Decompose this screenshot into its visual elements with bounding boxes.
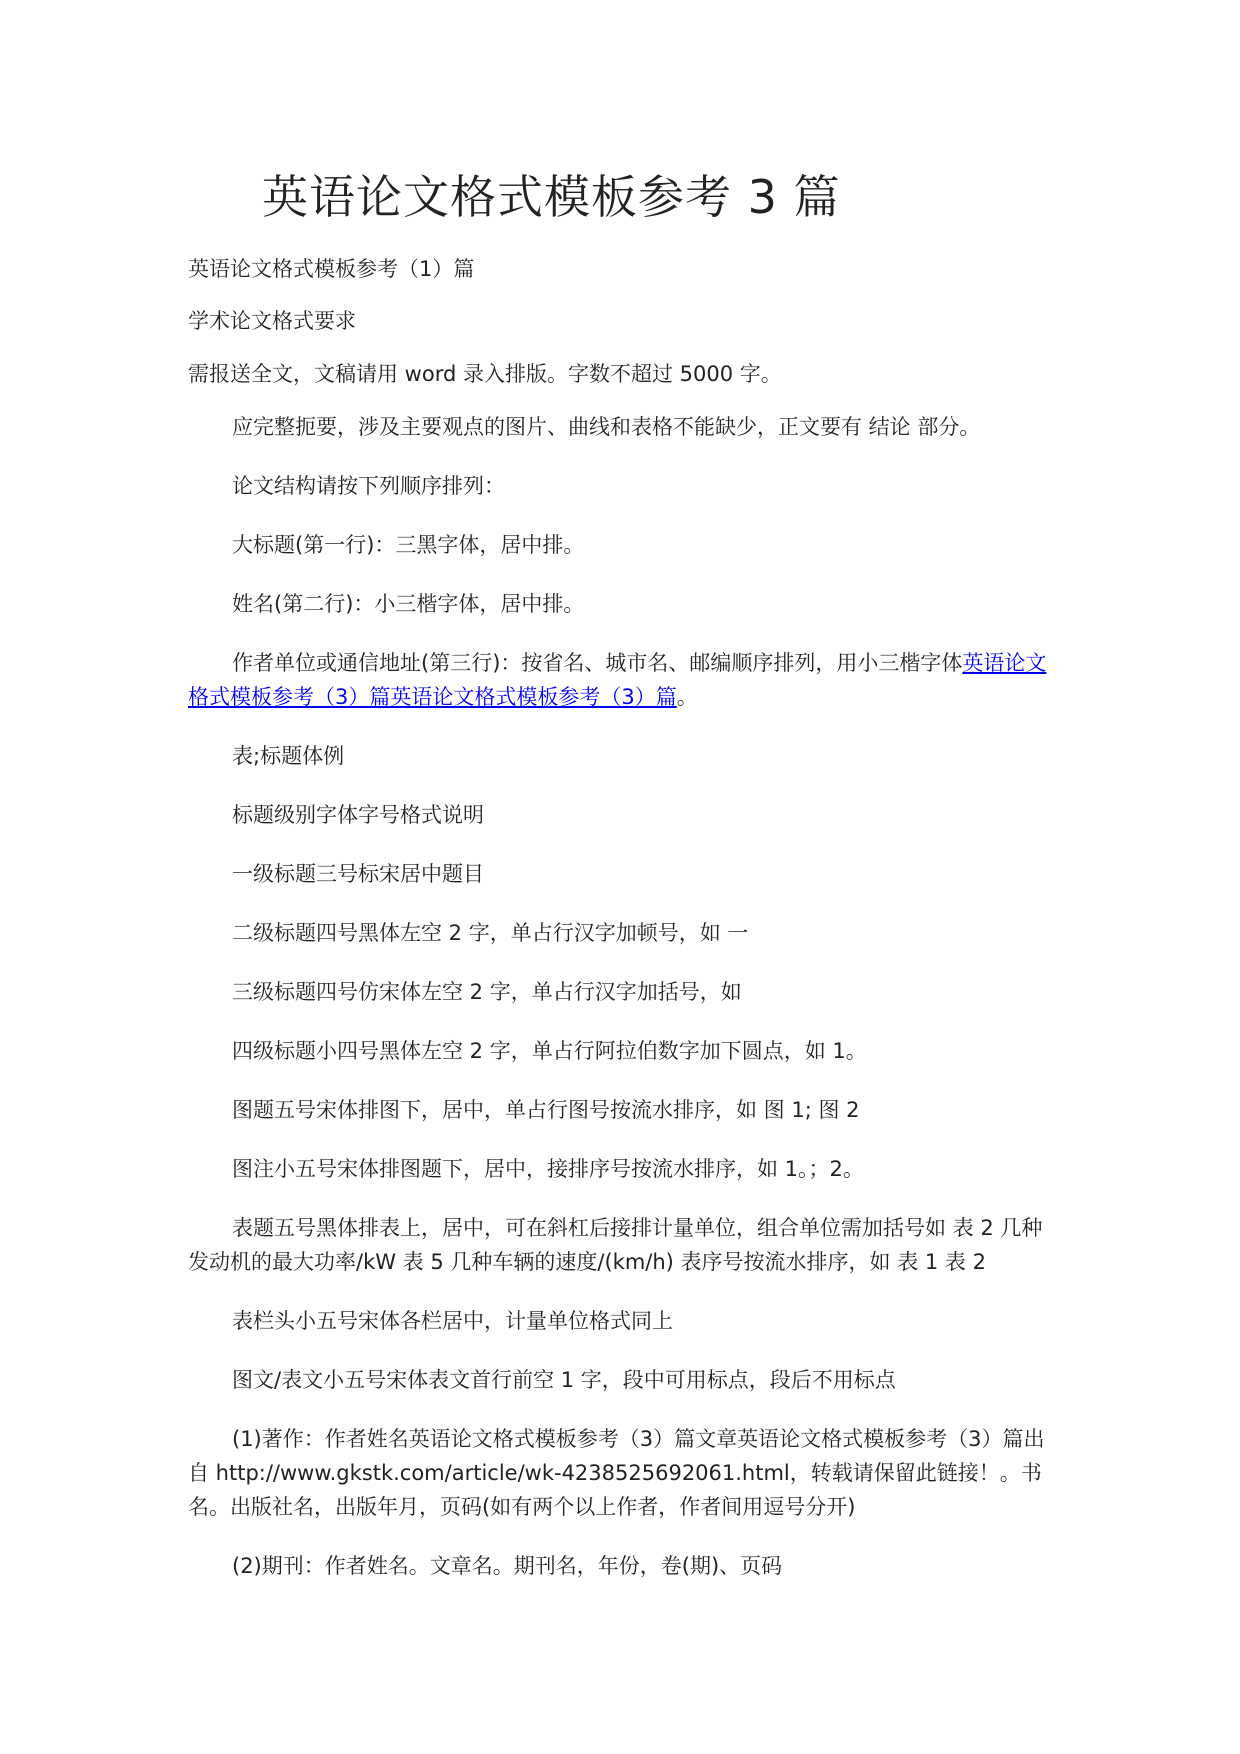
paragraph: 学术论文格式要求 bbox=[188, 309, 356, 333]
paragraph: 大标题(第一行)：三黑字体，居中排。 bbox=[232, 533, 585, 557]
paragraph: 应完整扼要，涉及主要观点的图片、曲线和表格不能缺少，正文要有 结论 部分。 bbox=[232, 415, 981, 439]
document-title: 英语论文格式模板参考 3 篇 bbox=[262, 170, 841, 224]
paragraph: 三级标题四号仿宋体左空 2 字，单占行汉字加括号，如 bbox=[232, 980, 742, 1004]
paragraph: (2)期刊：作者姓名。文章名。期刊名，年份，卷(期)、页码 bbox=[232, 1554, 783, 1578]
paragraph: 姓名(第二行)：小三楷字体，居中排。 bbox=[232, 592, 585, 616]
paragraph: 图注小五号宋体排图题下，居中，接排序号按流水排序，如 1。；2。 bbox=[232, 1157, 864, 1181]
paragraph: 四级标题小四号黑体左空 2 字，单占行阿拉伯数字加下圆点，如 1。 bbox=[232, 1039, 867, 1063]
paragraph: 表栏头小五号宋体各栏居中，计量单位格式同上 bbox=[232, 1309, 673, 1333]
paragraph: 需报送全文，文稿请用 word 录入排版。字数不超过 5000 字。 bbox=[188, 362, 782, 386]
paragraph: 论文结构请按下列顺序排列： bbox=[232, 474, 505, 498]
paragraph-text-end: 。 bbox=[676, 685, 698, 709]
paragraph-text: 作者单位或通信地址(第三行)：按省名、城市名、邮编顺序排列，用小三楷字体 bbox=[232, 651, 963, 675]
paragraph-with-link bbox=[188, 646, 1050, 714]
paragraph: (1)著作：作者姓名英语论文格式模板参考（3）篇文章英语论文格式模板参考（3）篇出自 http://www.gkstk.com/article/wk-4238525692061.html，转载请保留此链接！。书名。出版社名，出版年月，页码(如有两个以上作者，作者间用逗号分开) bbox=[188, 1427, 1045, 1519]
article-link[interactable]: 英语论文格式模板参考（3）篇英语论文格式模板参考（3）篇 bbox=[188, 651, 1047, 709]
paragraph: 二级标题四号黑体左空 2 字，单占行汉字加顿号，如 一 bbox=[232, 921, 749, 945]
paragraph: 一级标题三号标宋居中题目 bbox=[232, 862, 484, 886]
paragraph: 图文/表文小五号宋体表文首行前空 1 字，段中可用标点，段后不用标点 bbox=[232, 1368, 896, 1392]
paragraph: 图题五号宋体排图下，居中，单占行图号按流水排序，如 图 1; 图 2 bbox=[232, 1098, 860, 1122]
paragraph: 表;标题体例 bbox=[232, 744, 345, 768]
paragraph: 标题级别字体字号格式说明 bbox=[232, 803, 484, 827]
section-heading: 英语论文格式模板参考（1）篇 bbox=[188, 257, 475, 281]
paragraph: 表题五号黑体排表上，居中，可在斜杠后接排计量单位，组合单位需加括号如 表 2 几种发动机的最大功率/kW 表 5 几种车辆的速度/(km/h) 表序号按流水排序，如 表 1 表 2 bbox=[188, 1216, 1043, 1274]
